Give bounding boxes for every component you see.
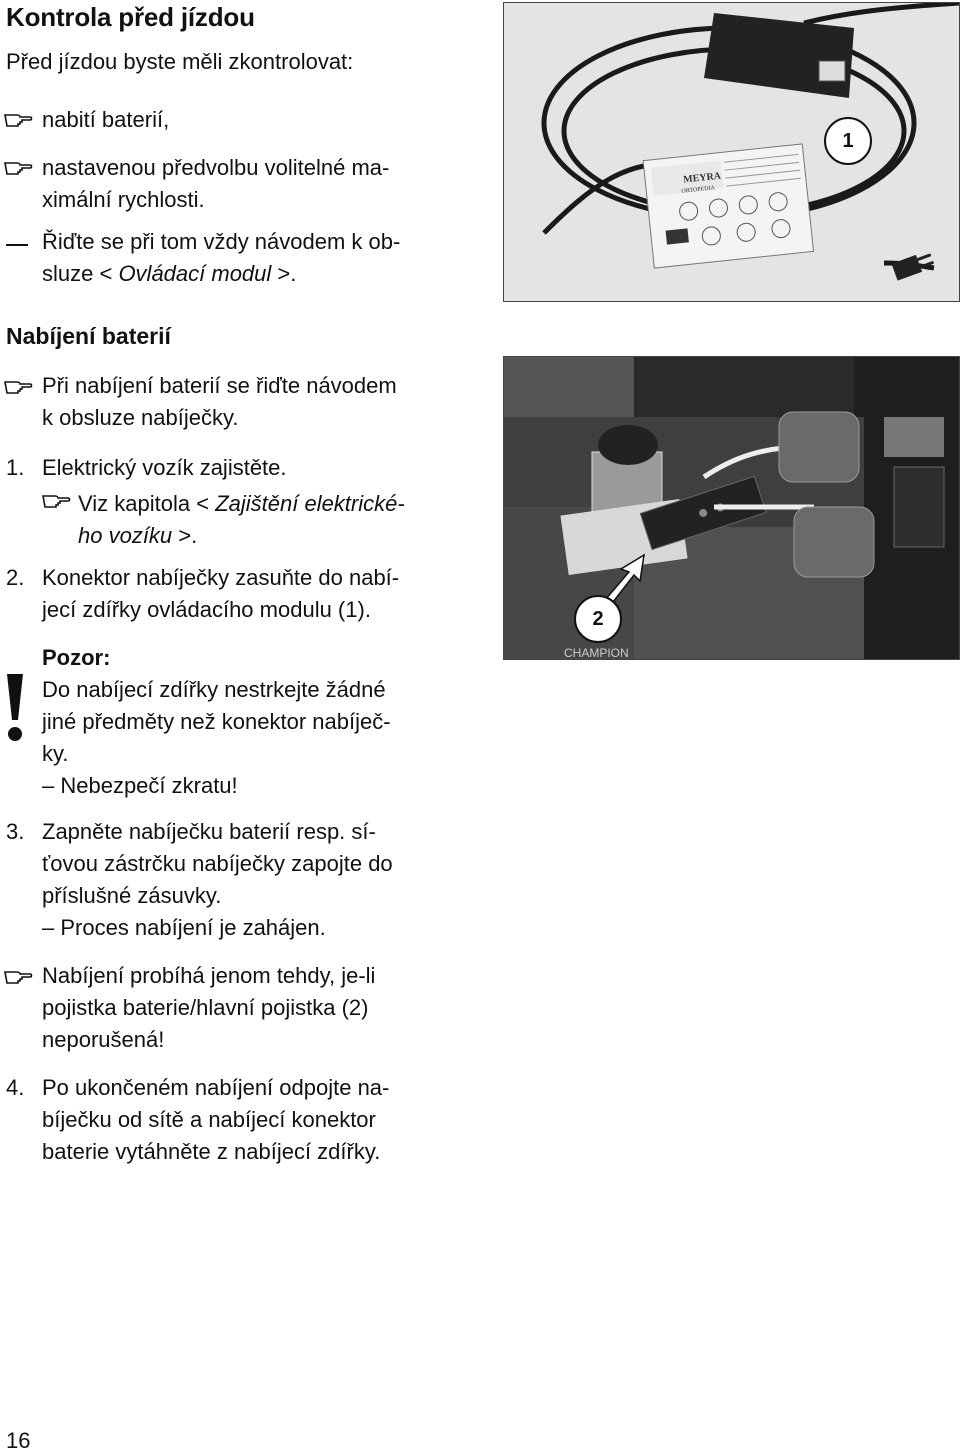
pointing-hand-icon: [4, 158, 34, 176]
manual-note-line1: Řiďte se při tom vždy návodem k ob-: [42, 229, 401, 254]
check-item-speed-line2: ximální rychlosti.: [42, 187, 205, 212]
warning-line2: jiné předměty než konektor nabíječ-: [42, 709, 391, 734]
step2-line2: jecí zdířky ovládacího modulu (1).: [42, 597, 371, 622]
step1-reference-line1: Viz kapitola < Zajištění elektrické-: [78, 491, 405, 516]
step3-line2: ťovou zástrčku nabíječky zapojte do: [42, 851, 393, 876]
manual-note-line2: sluze < Ovládací modul >.: [42, 261, 297, 286]
page-title: Kontrola před jízdou: [6, 2, 255, 32]
step-number: 2.: [6, 565, 25, 590]
intro-text: Před jízdou byste měli zkontrolovat:: [6, 49, 354, 74]
pointing-hand-icon: [42, 491, 72, 509]
check-item-speed-line1: nastavenou předvolbu volitelné ma-: [42, 155, 390, 180]
callout-1: 1: [824, 117, 872, 165]
warning-title: Pozor:: [42, 645, 111, 670]
warning-line3: ky.: [42, 741, 69, 766]
warning-line1: Do nabíjecí zdířky nestrkejte žádné: [42, 677, 386, 702]
step4-line3: baterie vytáhněte z nabíjecí zdířky.: [42, 1139, 381, 1164]
step1-reference-line2: ho vozíku >.: [78, 523, 198, 548]
check-item-battery: nabití baterií,: [42, 107, 170, 132]
step4-line1: Po ukončeném nabíjení odpojte na-: [42, 1075, 390, 1100]
fuse-note-line3: neporušená!: [42, 1027, 165, 1052]
pointing-hand-icon: [4, 377, 34, 395]
step3-line4: – Proces nabíjení je zahájen.: [42, 915, 326, 940]
section-title-charging: Nabíjení baterií: [6, 323, 171, 349]
step-number: 3.: [6, 819, 25, 844]
pointing-hand-icon: [4, 110, 34, 128]
step3-line1: Zapněte nabíječku baterií resp. sí-: [42, 819, 376, 844]
fuse-note-line2: pojistka baterie/hlavní pojistka (2): [42, 995, 369, 1020]
step-number: 4.: [6, 1075, 25, 1100]
step-number: 1.: [6, 455, 25, 480]
step1-text: Elektrický vozík zajistěte.: [42, 455, 287, 480]
step2-line1: Konektor nabíječky zasuňte do nabí-: [42, 565, 400, 590]
battery-fuse-photo: [503, 356, 960, 660]
module-label-sub: ORTOPEDIA: [681, 185, 716, 195]
pointing-hand-icon: [4, 967, 34, 985]
page-number: 16: [6, 1428, 31, 1453]
step4-line2: bíječku od sítě a nabíjecí konektor: [42, 1107, 376, 1132]
step3-line3: příslušné zásuvky.: [42, 883, 222, 908]
charger-note-line1: Při nabíjení baterií se řiďte návodem: [42, 373, 397, 398]
module-label-brand: MEYRA: [682, 170, 722, 186]
charger-module-photo: [503, 2, 960, 302]
charger-note-line2: k obsluze nabíječky.: [42, 405, 239, 430]
fuse-note-line1: Nabíjení probíhá jenom tehdy, je-li: [42, 963, 376, 988]
warning-line4: – Nebezpečí zkratu!: [42, 773, 238, 798]
champion-label: CHAMPION: [564, 646, 629, 659]
dash-marker: [6, 244, 28, 246]
exclamation-icon: [4, 670, 26, 744]
callout-2: 2: [574, 595, 622, 643]
